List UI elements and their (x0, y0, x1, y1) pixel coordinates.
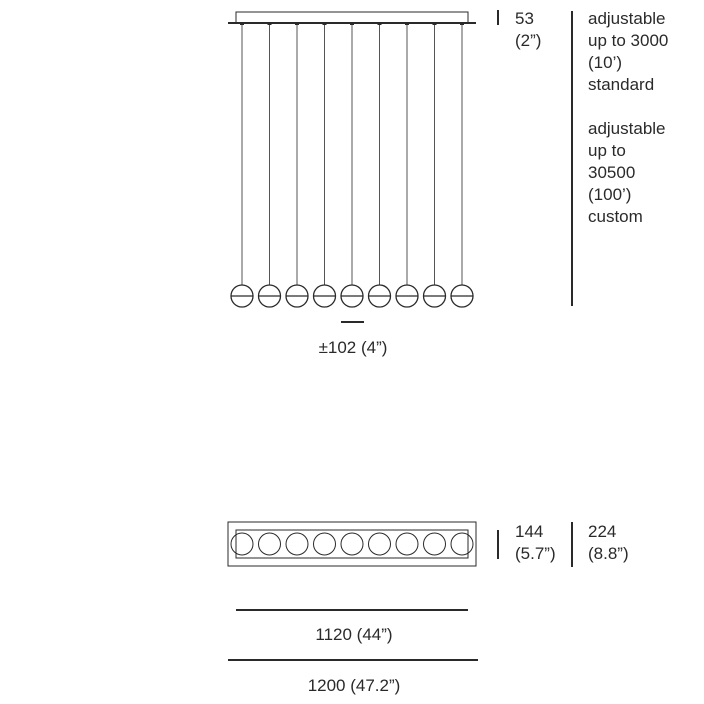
pendant-circle (396, 533, 418, 555)
custom-line-3: 30500 (588, 163, 636, 182)
pendant-circle (451, 533, 473, 555)
pendant-group (231, 23, 473, 307)
pendant-offset-label: ±102 (4”) (318, 338, 388, 357)
custom-line-2: up to (588, 141, 626, 160)
pendant-circle (341, 533, 363, 555)
inner-depth-in: (5.7”) (515, 544, 556, 563)
custom-line-1: adjustable (588, 119, 666, 138)
pendant-circle (286, 533, 308, 555)
pendant-circle (369, 533, 391, 555)
canopy-height-in: (2”) (515, 31, 542, 50)
standard-line-3: (10’) (588, 53, 623, 72)
outer-depth-mm: 224 (588, 522, 617, 541)
standard-line-1: adjustable (588, 9, 666, 28)
standard-line-2: up to 3000 (588, 31, 669, 50)
pendant-circle (314, 533, 336, 555)
side-view (228, 10, 572, 322)
custom-line-4: (100’) (588, 185, 632, 204)
inner-length-label: 1120 (44”) (315, 625, 393, 644)
standard-line-4: standard (588, 75, 655, 94)
canopy-box (236, 12, 468, 23)
pendant-circle (259, 533, 281, 555)
outer-length-label: 1200 (47.2”) (307, 676, 401, 695)
outer-outline (228, 522, 476, 566)
canopy-height-mm: 53 (515, 9, 534, 28)
custom-line-5: custom (588, 207, 643, 226)
inner-outline (236, 530, 468, 558)
pendant-circle-group (231, 533, 473, 555)
pendant-circle (424, 533, 446, 555)
inner-depth-mm: 144 (515, 522, 544, 541)
outer-depth-in: (8.8”) (588, 544, 629, 563)
pendant-circle (231, 533, 253, 555)
